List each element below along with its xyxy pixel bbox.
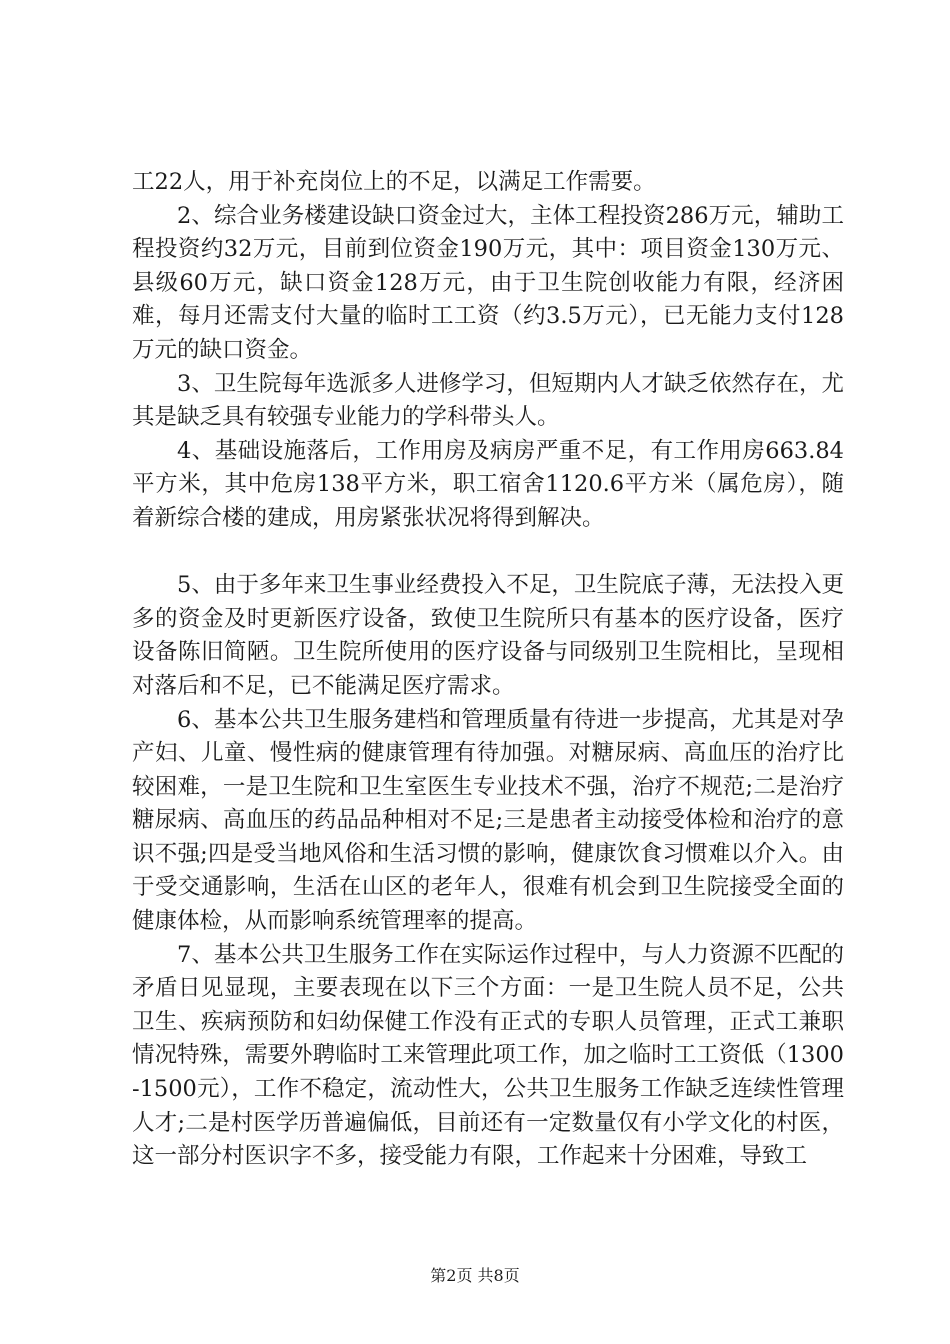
paragraph-continuation: 工22人，用于补充岗位上的不足，以满足工作需要。 [132,169,656,195]
document-body [132,166,844,1174]
page-number-footer: 第2页 共8页 [430,1266,520,1285]
paragraph-item-5: 5、由于多年来卫生事业经费投入不足，卫生院底子薄，无法投入更多的资金及时更新医疗设备，致使卫生院所只有基本的医疗设备，医疗设备陈旧简陋。卫生院所使用的医疗设备与同级别卫生院相比，呈现相对落后和不足，已不能满足医疗需求。 [132,572,844,699]
paragraph-item-2: 2、综合业务楼建设缺口资金过大，主体工程投资286万元，辅助工程投资约32万元，目前到位资金190万元，其中：项目资金130万元、县级60万元，缺口资金128万元，由于卫生院创收能力有限，经济困难，每月还需支付大量的临时工工资（约3.5万元），已无能力支付128万元的缺口资金。 [132,202,844,363]
paragraph-item-4: 4、基础设施落后，工作用房及病房严重不足，有工作用房663.84平方米，其中危房138平方米，职工宿舍1120.6平方米（属危房），随着新综合楼的建成，用房紧张状况将得到解决。 [132,437,844,531]
paragraph-item-7: 7、基本公共卫生服务工作在实际运作过程中，与人力资源不匹配的矛盾日见显现，主要表现在以下三个方面：一是卫生院人员不足，公共卫生、疾病预防和妇幼保健工作没有正式的专职人员管理，正式工兼职情况特殊，需要外聘临时工来管理此项工作，加之临时工工资低（1300-1500元），工作不稳定，流动性大，公共卫生服务工作缺乏连续性管理人才;二是村医学历普遍偏低，目前还有一定数量仅有小学文化的村医，这一部分村医识字不多，接受能力有限，工作起来十分困难，导致工 [132,941,844,1170]
paragraph-item-3: 3、卫生院每年选派多人进修学习，但短期内人才缺乏依然存在，尤其是缺乏具有较强专业能力的学科带头人。 [132,370,844,431]
paragraph-item-6: 6、基本公共卫生服务建档和管理质量有待进一步提高，尤其是对孕产妇、儿童、慢性病的健康管理有待加强。对糖尿病、高血压的治疗比较困难，一是卫生院和卫生室医生专业技术不强，治疗不规范;二是治疗糖尿病、高血压的药品品种相对不足;三是患者主动接受体检和治疗的意识不强;四是受当地风俗和生活习惯的影响，健康饮食习惯难以介入。由于受交通影响，生活在山区的老年人，很难有机会到卫生院接受全面的健康体检，从而影响系统管理率的提高。 [132,706,844,935]
